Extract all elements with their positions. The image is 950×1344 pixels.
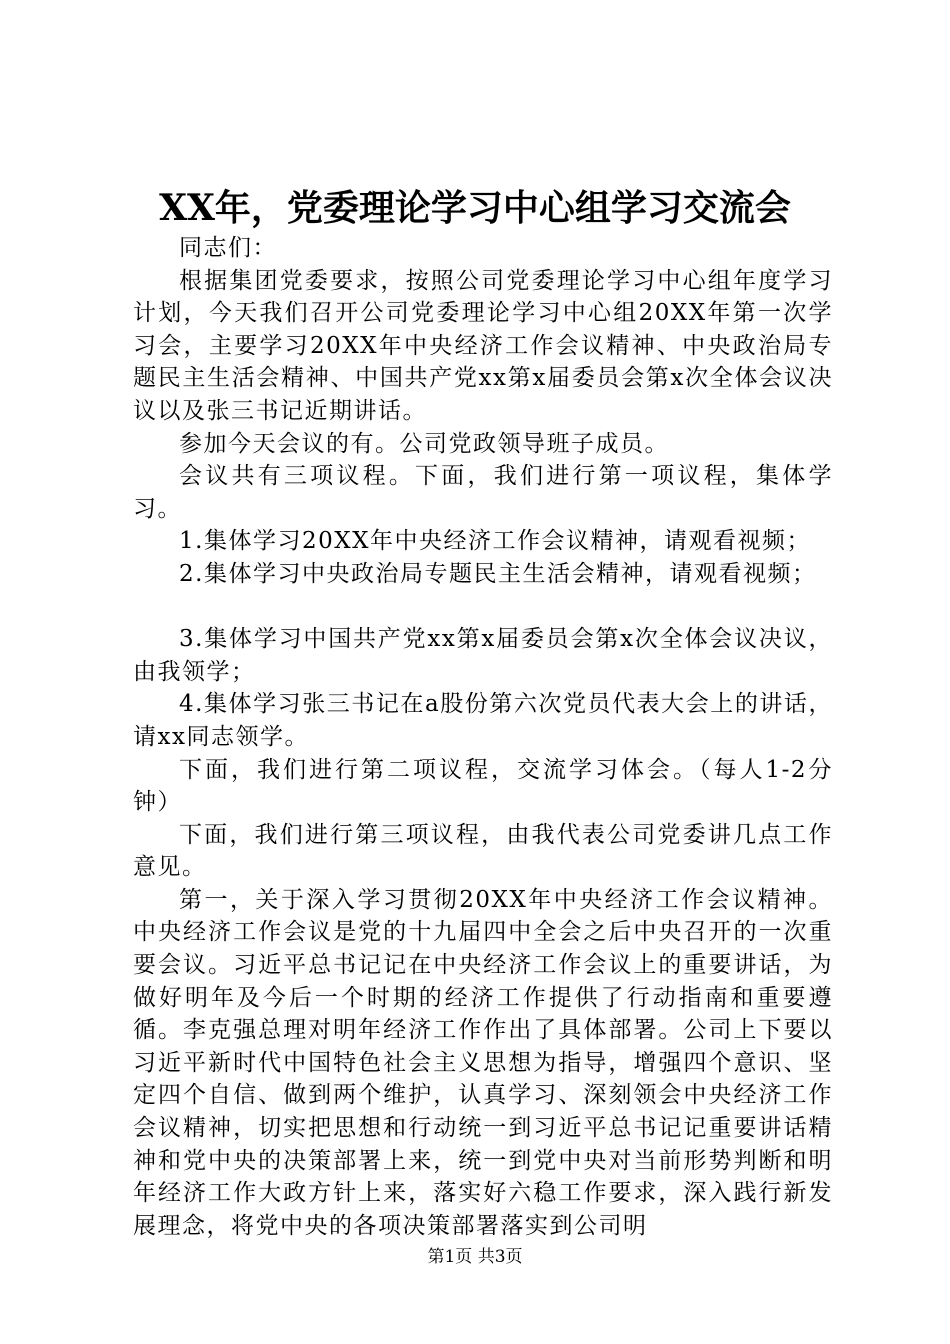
agenda-item-3: 3.集体学习中国共产党xx第x届委员会第x次全体会议决议，由我领学； [133, 626, 833, 685]
agenda-item-4: 4.集体学习张三书记在a股份第六次党员代表大会上的讲话，请xx同志领学。 [133, 691, 833, 750]
agenda-item-1: 1.集体学习20XX年中央经济工作会议精神，请观看视频； [179, 528, 811, 555]
agenda-item-2: 2.集体学习中央政治局专题民主生活会精神，请观看视频； [179, 560, 817, 587]
paragraph-agenda: 会议共有三项议程。下面，我们进行第一项议程，集体学习。 [133, 463, 833, 522]
paragraph-attendees: 参加今天会议的有。公司党政领导班子成员。 [179, 430, 669, 457]
paragraph-first-point: 第一，关于深入学习贯彻20XX年中央经济工作会议精神。中央经济工作会议是党的十九届四中全会之后中央召开的一次重要会议。习近平总书记记在中央经济工作会议上的重要讲话，为做好明年及今后一个时期的经济工作提供了行动指南和重要遵循。李克强总理对明年经济工作作出了具体部署。公司上下要以习近平新时代中国特色社会主义思想为指导，增强四个意识、坚定四个自信、做到两个维护，认真学习、深刻领会中央经济工作会议精神，切实把思想和行动统一到习近平总书记记重要讲话精神和党中央的决策部署上来，统一到党中央对当前形势判断和明年经济工作大政方针上来，落实好六稳工作要求，深入践行新发展理念，将党中央的各项决策部署落实到公司明 [133, 886, 833, 1239]
paragraph-second-item: 下面，我们进行第二项议程，交流学习体会。（每人1-2分钟） [133, 756, 833, 816]
paragraph-intro: 根据集团党委要求，按照公司党委理论学习中心组年度学习计划，今天我们召开公司党委理论学习中心组20XX年第一次学习会，主要学习20XX年中央经济工作会议精神、中央政治局专题民主生活会精神、中国共产党xx第x届委员会第x次全体会议决议以及张三书记近期讲话。 [133, 267, 833, 424]
salutation: 同志们： [179, 235, 277, 261]
document-body [133, 232, 833, 1242]
document-title: XX年，党委理论学习中心组学习交流会 [159, 187, 791, 229]
page-footer: 第1页 共3页 [427, 1247, 523, 1267]
blank-line [133, 591, 833, 624]
paragraph-third-item: 下面，我们进行第三项议程，由我代表公司党委讲几点工作意见。 [133, 821, 833, 881]
